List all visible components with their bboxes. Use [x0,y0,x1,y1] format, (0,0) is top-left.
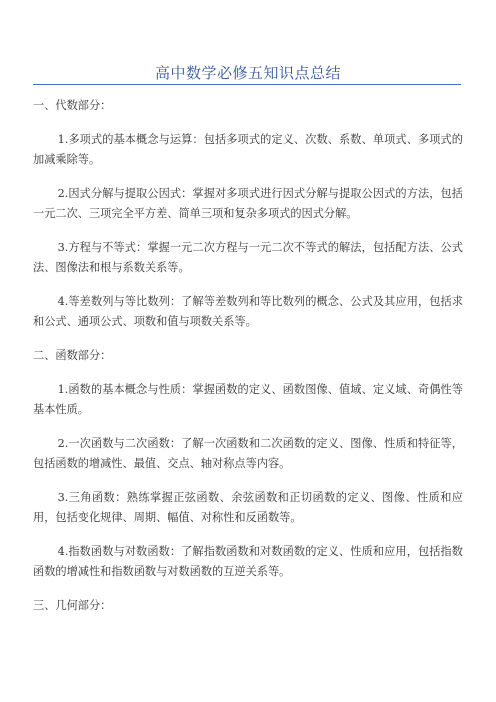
paragraph-item: 3.方程与不等式：掌握一元二次方程与一元二次不等式的解法，包括配方法、公式法、图像法和根与系数关系等。 [33,241,463,274]
paragraph-item: 3.三角函数：熟练掌握正弦函数、余弦函数和正切函数的定义、图像、性质和应用，包括变化规律、周期、幅值、对称性和反函数等。 [33,491,463,524]
paragraph-item: 2.一次函数与二次函数：了解一次函数和二次函数的定义、图像、性质和特征等，包括函数的增减性、最值、交点、轴对称点等内容。 [33,437,463,470]
document-body [33,96,463,630]
section-heading: 二、函数部分： [33,349,112,362]
section-functions [33,346,463,582]
section-heading: 一、代数部分： [33,99,112,112]
title-underline [33,84,461,85]
section-algebra [33,96,463,332]
section-geometry [33,596,463,616]
paragraph-item: 4.指数函数与对数函数：了解指数函数和对数函数的定义、性质和应用，包括指数函数的增减性和指数函数与对数函数的互逆关系等。 [33,545,463,578]
paragraph-item: 1.函数的基本概念与性质：掌握函数的定义、函数图像、值域、定义域、奇偶性等基本性质。 [33,383,463,416]
paragraph-item: 1.多项式的基本概念与运算：包括多项式的定义、次数、系数、单项式、多项式的加减乘除等。 [33,133,463,166]
paragraph-item: 2.因式分解与提取公因式：掌握对多项式进行因式分解与提取公因式的方法，包括一元二次、三项完全平方差、简单三项和复杂多项式的因式分解。 [33,187,463,220]
paragraph-item: 4.等差数列与等比数列：了解等差数列和等比数列的概念、公式及其应用，包括求和公式、通项公式、项数和值与项数关系等。 [33,295,463,328]
document-title: 高中数学必修五知识点总结 [154,64,341,82]
section-heading: 三、几何部分： [33,599,112,612]
